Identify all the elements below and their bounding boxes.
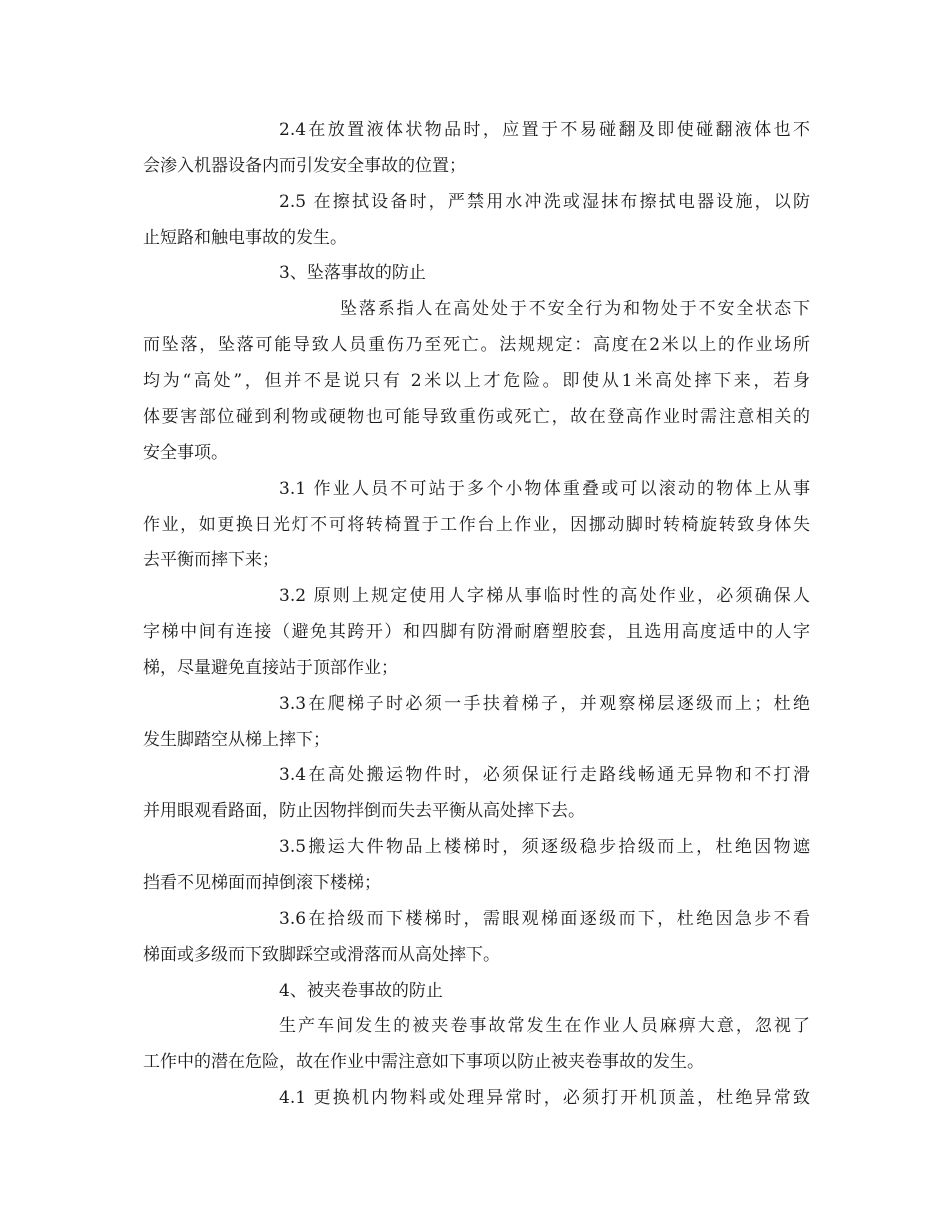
paragraph-3-1-line-3: 去平衡而摔下来； (143, 550, 279, 570)
paragraph-3-1-line-1: 3.1 作业人员不可站于多个小物体重叠或可以滚动的物体上从事 (279, 479, 810, 499)
paragraph-4-intro-line-1: 生产车间发生的被夹卷事故常发生在作业人员麻痹大意，忽视了 (279, 1016, 810, 1036)
paragraph-2-4-line-1: 2.4在放置液体状物品时，应置于不易碰翻及即使碰翻液体也不 (279, 120, 810, 140)
section-4-heading: 4、被夹卷事故的防止 (279, 981, 443, 1001)
section-3-heading: 3、坠落事故的防止 (279, 263, 426, 283)
paragraph-4-1-line-1: 4.1 更换机内物料或处理异常时，必须打开机顶盖，杜绝异常致 (279, 1088, 810, 1108)
paragraph-3-6-line-2: 梯面或多级而下致脚踩空或滑落而从高处摔下。 (143, 945, 500, 965)
paragraph-3-4-line-1: 3.4在高处搬运物件时，必须保证行走路线畅通无异物和不打滑 (279, 765, 810, 785)
paragraph-2-5-line-1: 2.5 在擦拭设备时，严禁用水冲洗或湿抹布擦拭电器设施，以防 (279, 192, 810, 212)
paragraph-3-2-line-1: 3.2 原则上规定使用人字梯从事临时性的高处作业，必须确保人 (279, 586, 810, 606)
paragraph-2-4-line-2: 会渗入机器设备内而引发安全事故的位置； (143, 156, 466, 176)
paragraph-3-5-line-1: 3.5搬运大件物品上楼梯时，须逐级稳步拾级而上，杜绝因物遮 (279, 837, 810, 857)
paragraph-3-intro-line-3: 均为“高处”，但并不是说只有 2米以上才危险。即使从1米高处摔下来，若身 (143, 371, 810, 391)
paragraph-4-intro-line-2: 工作中的潜在危险，故在作业中需注意如下事项以防止被夹卷事故的发生。 (143, 1052, 704, 1072)
paragraph-3-4-line-2: 并用眼观看路面，防止因物拌倒而失去平衡从高处摔下去。 (143, 801, 585, 821)
paragraph-3-intro-line-5: 安全事项。 (143, 443, 228, 463)
paragraph-3-intro-line-2: 而坠落，坠落可能导致人员重伤乃至死亡。法规规定：高度在2米以上的作业场所 (143, 335, 810, 355)
paragraph-3-1-line-2: 作业，如更换日光灯不可将转椅置于工作台上作业，因挪动脚时转椅旋转致身体失 (143, 515, 810, 535)
paragraph-3-3-line-2: 发生脚踏空从梯上摔下； (143, 730, 330, 750)
paragraph-3-5-line-2: 挡看不见梯面而掉倒滚下楼梯； (143, 873, 381, 893)
paragraph-3-6-line-1: 3.6在拾级而下楼梯时，需眼观梯面逐级而下，杜绝因急步不看 (279, 909, 810, 929)
paragraph-3-2-line-3: 梯，尽量避免直接站于顶部作业； (143, 658, 398, 678)
paragraph-3-intro-line-1: 坠落系指人在高处处于不安全行为和物处于不安全状态下 (340, 299, 810, 319)
paragraph-3-3-line-1: 3.3在爬梯子时必须一手扶着梯子，并观察梯层逐级而上；杜绝 (279, 694, 810, 714)
paragraph-3-intro-line-4: 体要害部位碰到利物或硬物也可能导致重伤或死亡，故在登高作业时需注意相关的 (143, 407, 810, 427)
paragraph-3-2-line-2: 字梯中间有连接（避免其跨开）和四脚有防滑耐磨塑胶套，且选用高度适中的人字 (143, 622, 810, 642)
paragraph-2-5-line-2: 止短路和触电事故的发生。 (143, 228, 347, 248)
